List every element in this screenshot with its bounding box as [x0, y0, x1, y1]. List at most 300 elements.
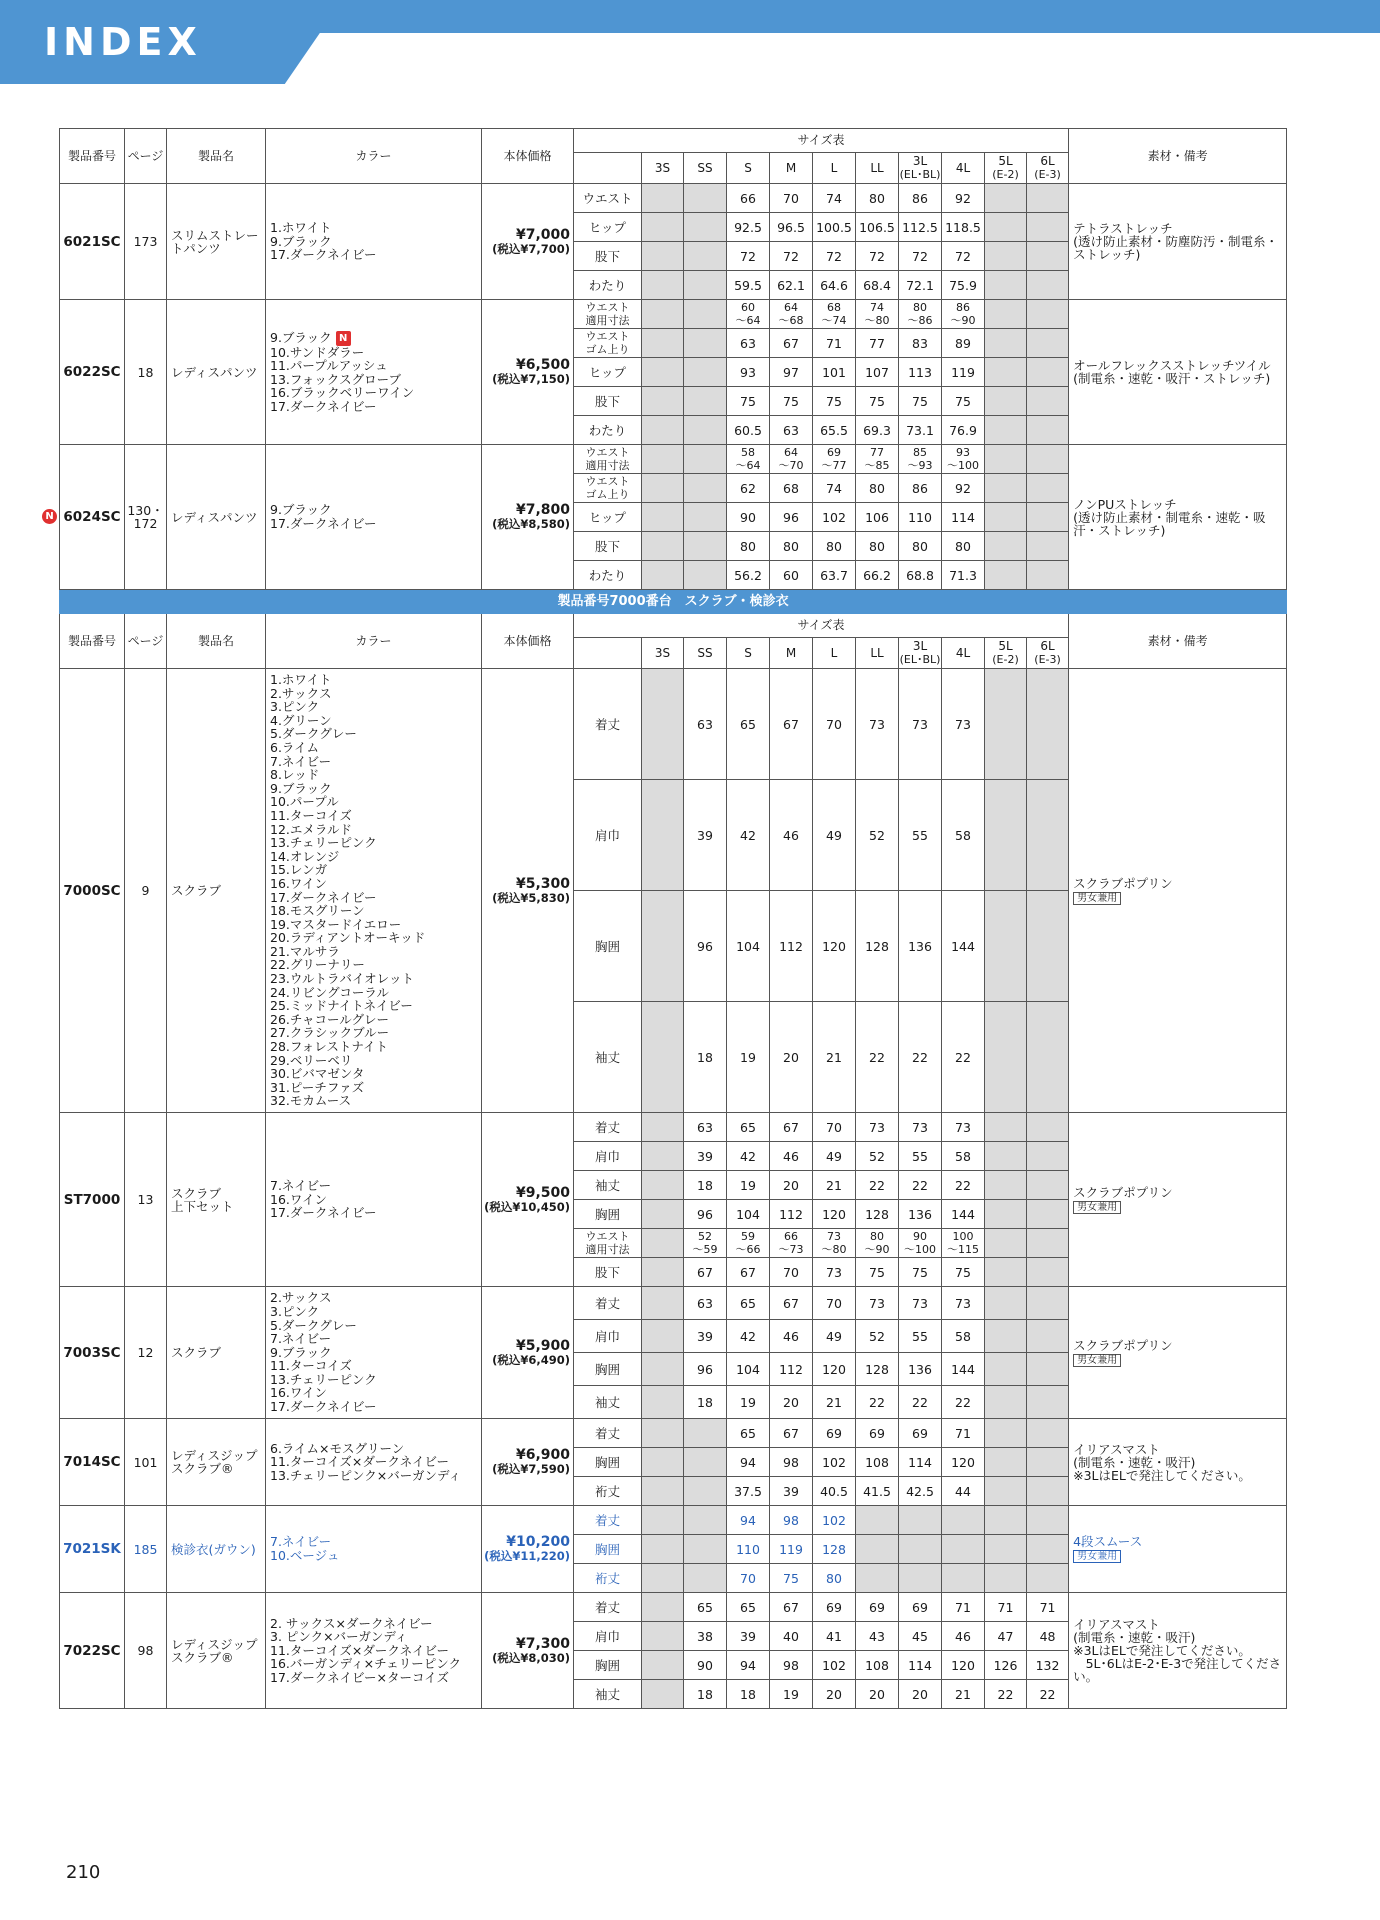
product-code [60, 1593, 125, 1709]
size-value: 66 〜73 [770, 1229, 813, 1258]
size-value: 94 [727, 1448, 770, 1477]
size-value: 75 [856, 1258, 899, 1287]
product-row [60, 1287, 1287, 1320]
color-name: 11.ターコイズ [270, 807, 352, 823]
size-value [1027, 329, 1069, 358]
product-code-text: 7014SC [63, 1454, 121, 1470]
size-label: 5L [998, 639, 1013, 653]
measure-label: 袖丈 [574, 1386, 642, 1419]
product-code-text: 6022SC [63, 364, 121, 380]
product-page: 12 [125, 1287, 167, 1419]
size-value [642, 532, 684, 561]
size-value: 22 [856, 1171, 899, 1200]
header-size-3S [642, 638, 684, 669]
size-sublabel: (E-2) [992, 653, 1019, 666]
size-value: 70 [770, 1258, 813, 1287]
size-value: 80 〜86 [899, 300, 942, 329]
color-name: 1.ホワイト [270, 220, 332, 236]
color-name: 10.サンドダラー [270, 344, 365, 360]
color-option [270, 687, 481, 701]
color-option [270, 221, 481, 235]
size-sublabel: (EL･BL) [899, 168, 941, 181]
color-name: 17.ダークネイビー [270, 247, 377, 263]
color-option [270, 1644, 481, 1658]
size-value: 67 [770, 1419, 813, 1448]
size-value [899, 1564, 942, 1593]
size-value: 112 [770, 891, 813, 1002]
size-value: 112 [770, 1353, 813, 1386]
size-value [1027, 561, 1069, 590]
size-value: 66.2 [856, 561, 899, 590]
size-value [856, 1564, 899, 1593]
size-value [1027, 1113, 1069, 1142]
unisex-tag: 男女兼用 [1073, 1354, 1121, 1367]
product-price [482, 1506, 574, 1593]
price-with-tax: (税込¥7,150) [492, 372, 570, 386]
size-value [1027, 387, 1069, 416]
size-value: 97 [770, 358, 813, 387]
size-value: 44 [942, 1477, 985, 1506]
size-value [985, 474, 1027, 503]
size-value [856, 1506, 899, 1535]
header-size-label-blank [574, 638, 642, 669]
size-value: 69 [856, 1419, 899, 1448]
color-option [270, 1332, 481, 1346]
color-option [270, 673, 481, 687]
size-value: 96 [770, 503, 813, 532]
color-option [270, 836, 481, 850]
color-name: 17.ダークネイビー×ターコイズ [270, 1669, 449, 1685]
color-name: 3.ピンク [270, 1303, 320, 1319]
size-value [684, 445, 727, 474]
size-value [1027, 1258, 1069, 1287]
size-value [642, 1622, 684, 1651]
size-value [684, 561, 727, 590]
color-name: 29.ベリーベリ [270, 1052, 353, 1068]
size-value: 18 [684, 1386, 727, 1419]
product-colors [266, 445, 482, 590]
size-value [1027, 891, 1069, 1002]
color-option [270, 1346, 481, 1360]
size-value [1027, 1448, 1069, 1477]
product-colors [266, 184, 482, 300]
size-value: 73 [899, 1287, 942, 1320]
size-value: 60.5 [727, 416, 770, 445]
measure-label: 胸囲 [574, 1200, 642, 1229]
color-name: 17.ダークネイビー [270, 516, 377, 531]
price-value: ¥7,000 [515, 226, 570, 243]
size-value: 19 [727, 1386, 770, 1419]
measure-label: ヒップ [574, 503, 642, 532]
size-value: 73 [942, 1287, 985, 1320]
size-value: 70 [770, 184, 813, 213]
size-value: 120 [813, 1200, 856, 1229]
size-value: 72 [813, 242, 856, 271]
size-value [684, 213, 727, 242]
product-colors [266, 669, 482, 1113]
product-colors [266, 1287, 482, 1419]
product-code-text: 7003SC [63, 1344, 121, 1361]
product-row [60, 1419, 1287, 1448]
price-with-tax: (税込¥7,590) [492, 1462, 570, 1476]
price-value: ¥5,900 [515, 1337, 570, 1354]
size-value: 52 〜59 [684, 1229, 727, 1258]
product-price [482, 1419, 574, 1506]
size-label: LL [870, 160, 884, 175]
size-value: 92 [942, 474, 985, 503]
product-name: スクラブ [167, 669, 266, 1113]
size-value: 55 [899, 1320, 942, 1353]
product-price [482, 445, 574, 590]
measure-label: わたり [574, 561, 642, 590]
color-option [270, 945, 481, 959]
color-name: 11.ターコイズ [270, 1358, 352, 1374]
color-option [270, 918, 481, 932]
size-value: 98 [770, 1448, 813, 1477]
measure-label: 着丈 [574, 1287, 642, 1320]
measure-label: 袖丈 [574, 1002, 642, 1113]
color-option [270, 877, 481, 891]
color-option [270, 1206, 481, 1220]
color-name: 13.チェリーピンク×バーガンディ [270, 1467, 461, 1483]
color-name: 9.ブラック [270, 329, 332, 345]
color-name: 15.レンガ [270, 862, 328, 878]
price-with-tax: (税込¥10,450) [484, 1199, 570, 1214]
size-value: 22 [899, 1002, 942, 1113]
size-value [1027, 445, 1069, 474]
size-value [642, 1142, 684, 1171]
size-value [684, 1535, 727, 1564]
size-value [1027, 1353, 1069, 1386]
color-option [270, 373, 481, 387]
color-option [270, 1094, 481, 1108]
size-value: 70 [813, 669, 856, 780]
size-value [942, 1535, 985, 1564]
color-name: 28.フォレストナイト [270, 1039, 389, 1055]
product-code-text: 6021SC [63, 233, 121, 250]
color-name: 6.ライム [270, 739, 320, 755]
size-value [642, 1386, 684, 1419]
size-value [985, 184, 1027, 213]
color-option [270, 700, 481, 714]
color-option [270, 1549, 481, 1563]
size-value: 39 [684, 1142, 727, 1171]
color-name: 4.グリーン [270, 712, 332, 728]
size-value: 80 [856, 532, 899, 561]
product-material [1069, 300, 1287, 445]
size-value: 71 [1027, 1593, 1069, 1622]
size-value [642, 891, 684, 1002]
size-value: 65 [684, 1593, 727, 1622]
size-value: 22 [856, 1002, 899, 1113]
size-value [684, 503, 727, 532]
size-value: 108 [856, 1448, 899, 1477]
measure-label: 股下 [574, 1258, 642, 1287]
size-value: 73 [856, 1287, 899, 1320]
size-value [1027, 1171, 1069, 1200]
header-size-3L [899, 153, 942, 184]
color-name: 26.チャコールグレー [270, 1011, 390, 1027]
color-option [270, 714, 481, 728]
color-option [270, 931, 481, 945]
header-name: 製品名 [167, 614, 266, 669]
size-value: 119 [770, 1535, 813, 1564]
measure-label: 裄丈 [574, 1477, 642, 1506]
header-size-M [770, 153, 813, 184]
color-name: 16.ブラックベリーワイン [270, 385, 415, 401]
size-value: 67 [770, 669, 813, 780]
size-value: 22 [942, 1386, 985, 1419]
size-value: 73 [856, 1113, 899, 1142]
size-value: 71 [942, 1593, 985, 1622]
price-with-tax: (税込¥11,220) [484, 1549, 570, 1563]
color-name: 9.ブラック [270, 502, 332, 518]
product-colors [266, 300, 482, 445]
size-value: 20 [770, 1386, 813, 1419]
size-value: 39 [770, 1477, 813, 1506]
size-label: LL [870, 645, 884, 660]
measure-label: ヒップ [574, 358, 642, 387]
size-value: 22 [942, 1171, 985, 1200]
size-value: 58 〜64 [727, 445, 770, 474]
size-value [942, 1564, 985, 1593]
size-value: 144 [942, 1200, 985, 1229]
size-value: 20 [899, 1680, 942, 1709]
size-value [642, 503, 684, 532]
size-value: 120 [942, 1651, 985, 1680]
color-name: 8.レッド [270, 767, 320, 783]
product-price [482, 1113, 574, 1287]
size-value: 120 [813, 1353, 856, 1386]
size-value: 69 [899, 1419, 942, 1448]
size-value [1027, 213, 1069, 242]
product-name: 検診衣(ガウン) [167, 1506, 266, 1593]
size-value [985, 445, 1027, 474]
size-value: 21 [813, 1171, 856, 1200]
size-value: 144 [942, 891, 985, 1002]
size-value [1027, 1287, 1069, 1320]
size-value [1027, 416, 1069, 445]
color-name: 2.サックス [270, 1290, 332, 1306]
header-size-6L [1027, 153, 1069, 184]
size-value: 108 [856, 1651, 899, 1680]
size-value: 58 [942, 1320, 985, 1353]
section-title: 製品番号7000番台 スクラブ・検診衣 [60, 590, 1287, 614]
color-name: 23.ウルトラバイオレット [270, 971, 415, 987]
product-page: 13 [125, 1113, 167, 1287]
price-with-tax: (税込¥6,490) [492, 1352, 570, 1367]
size-value: 98 [770, 1651, 813, 1680]
size-value: 22 [942, 1002, 985, 1113]
size-value: 119 [942, 358, 985, 387]
size-value [942, 1506, 985, 1535]
color-name: 16.バーガンディ×チェリーピンク [270, 1656, 461, 1672]
size-value: 18 [684, 1002, 727, 1113]
size-value [642, 1353, 684, 1386]
size-value: 74 [813, 474, 856, 503]
header-size-L [813, 638, 856, 669]
size-value [642, 213, 684, 242]
measure-label: 肩巾 [574, 1320, 642, 1353]
measure-label: ウエスト [574, 184, 642, 213]
size-value [985, 1477, 1027, 1506]
size-value: 72.1 [899, 271, 942, 300]
size-value: 101 [813, 358, 856, 387]
size-value [985, 329, 1027, 358]
size-value [642, 300, 684, 329]
size-value [642, 387, 684, 416]
size-value: 55 [899, 780, 942, 891]
size-value [642, 669, 684, 780]
product-name: レディスパンツ [167, 445, 266, 590]
size-value: 67 [770, 1287, 813, 1320]
size-value: 114 [942, 503, 985, 532]
size-value [899, 1506, 942, 1535]
size-value [856, 1535, 899, 1564]
size-value: 65 [727, 1419, 770, 1448]
product-code-text: 6024SC [63, 509, 121, 525]
measure-label: 胸囲 [574, 1535, 642, 1564]
size-value: 63.7 [813, 561, 856, 590]
size-value: 75 [770, 1564, 813, 1593]
size-value: 72 [770, 242, 813, 271]
size-value: 18 [684, 1680, 727, 1709]
header-size-5L [985, 638, 1027, 669]
header-size-SS [684, 638, 727, 669]
size-value [985, 1353, 1027, 1386]
measure-label: 着丈 [574, 1419, 642, 1448]
size-value [642, 1229, 684, 1258]
size-value: 52 [856, 1142, 899, 1171]
size-value: 64 〜70 [770, 445, 813, 474]
size-value [985, 1320, 1027, 1353]
color-name: 12.エメラルド [270, 821, 353, 837]
size-value: 67 [770, 1593, 813, 1622]
product-code [60, 669, 125, 1113]
material-text: ノンPUストレッチ (透け防止素材・制電糸・速乾・吸汗・ストレッチ) [1073, 496, 1266, 538]
color-name: 25.ミッドナイトネイビー [270, 998, 413, 1014]
page-title: INDEX [44, 20, 202, 64]
product-name: レディスジップ スクラブ® [167, 1419, 266, 1506]
size-value: 60 〜64 [727, 300, 770, 329]
price-value: ¥6,500 [515, 357, 570, 373]
size-value: 132 [1027, 1651, 1069, 1680]
size-value: 48 [1027, 1622, 1069, 1651]
size-value: 45 [899, 1622, 942, 1651]
color-option [270, 741, 481, 755]
size-value: 75.9 [942, 271, 985, 300]
size-label: SS [697, 160, 713, 175]
product-material [1069, 445, 1287, 590]
color-option [270, 850, 481, 864]
color-name: 2. サックス×ダークネイビー [270, 1615, 433, 1631]
size-value [642, 416, 684, 445]
size-value [1027, 1506, 1069, 1535]
size-value: 96 [684, 891, 727, 1002]
size-value: 64 〜68 [770, 300, 813, 329]
size-value: 66 [727, 184, 770, 213]
size-value [684, 1564, 727, 1593]
size-value: 102 [813, 1506, 856, 1535]
measure-label: 股下 [574, 242, 642, 271]
color-name: 16.ワイン [270, 1385, 328, 1401]
size-value [642, 1419, 684, 1448]
color-name: 11.ターコイズ×ダークネイビー [270, 1642, 449, 1658]
size-label: 3S [654, 645, 671, 660]
size-value [1027, 1142, 1069, 1171]
color-option [270, 863, 481, 877]
size-value: 71 [942, 1419, 985, 1448]
size-value: 55 [899, 1142, 942, 1171]
size-value: 46 [942, 1622, 985, 1651]
product-name: スリムストレートパンツ [167, 184, 266, 300]
size-value [1027, 532, 1069, 561]
product-name: レディスジップ スクラブ® [167, 1593, 266, 1709]
size-value: 136 [899, 1353, 942, 1386]
size-value: 77 〜85 [856, 445, 899, 474]
size-value: 69 [813, 1419, 856, 1448]
size-value: 75 [942, 1258, 985, 1287]
product-colors [266, 1113, 482, 1287]
color-option [270, 331, 481, 346]
size-value [985, 1142, 1027, 1171]
size-value [985, 271, 1027, 300]
color-name: 1.ホワイト [270, 672, 332, 687]
size-value: 21 [942, 1680, 985, 1709]
material-text: オールフレックスストレッチツイル (制電糸・速乾・吸汗・ストレッチ) [1073, 358, 1271, 386]
measure-label: 胸囲 [574, 1353, 642, 1386]
size-value [985, 387, 1027, 416]
size-value: 46 [770, 780, 813, 891]
size-value [985, 1200, 1027, 1229]
size-value: 49 [813, 1142, 856, 1171]
size-value: 72 [856, 242, 899, 271]
size-value [642, 1535, 684, 1564]
size-value: 19 [727, 1002, 770, 1113]
size-value: 68.4 [856, 271, 899, 300]
size-value [684, 1477, 727, 1506]
index-header [0, 0, 1380, 84]
product-row [60, 184, 1287, 213]
size-value [1027, 358, 1069, 387]
size-value [985, 1564, 1027, 1593]
color-name: 2.サックス [270, 685, 332, 701]
color-option [270, 755, 481, 769]
size-value [684, 300, 727, 329]
color-option [270, 727, 481, 741]
product-material [1069, 669, 1287, 1113]
size-value [684, 1448, 727, 1477]
color-name: 32.モカムース [270, 1093, 352, 1109]
size-value [985, 669, 1027, 780]
size-value [985, 1113, 1027, 1142]
color-option [270, 809, 481, 823]
size-value: 41.5 [856, 1477, 899, 1506]
size-value: 42.5 [899, 1477, 942, 1506]
size-value [642, 445, 684, 474]
color-option [270, 1319, 481, 1333]
size-value: 114 [899, 1448, 942, 1477]
size-value: 40.5 [813, 1477, 856, 1506]
size-value: 92 [942, 184, 985, 213]
size-value [642, 1002, 684, 1113]
size-label: L [830, 645, 838, 660]
size-label: 6L [1040, 154, 1055, 168]
measure-label: 着丈 [574, 669, 642, 780]
header-price: 本体価格 [482, 129, 574, 184]
size-value: 85 〜93 [899, 445, 942, 474]
header-size-4L [942, 153, 985, 184]
